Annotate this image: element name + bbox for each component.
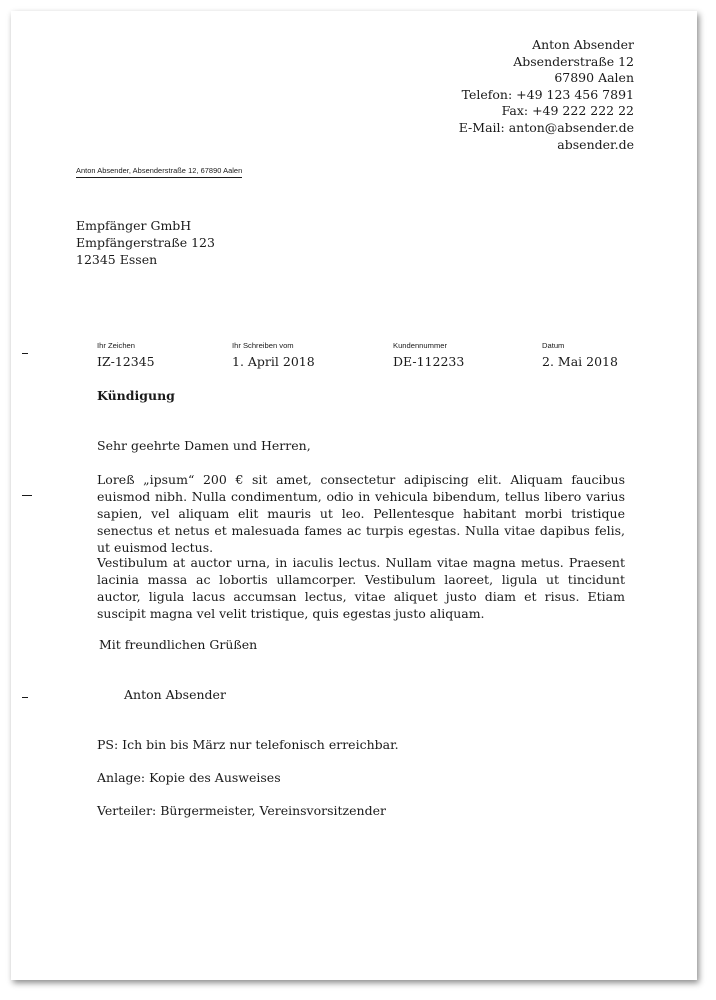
sender-name: Anton Absender: [532, 37, 634, 52]
return-address-line: Anton Absender, Absenderstraße 12, 67890 Aalen: [76, 166, 242, 178]
sender-email: E-Mail: anton@absender.de: [458, 119, 634, 135]
sender-street: Absenderstraße 12: [513, 53, 634, 69]
letter-page: [11, 11, 697, 980]
body-paragraph-1: Loreß „ipsum“ 200 € sit amet, consectetur adipiscing elit. Aliquam faucibus euismod nibh. Nulla condimentum, odio in vehicula bibendum, tellus libero varius sapien, vel aliquam elit mauris ut leo. Pellentesque habitant morbi tristique senectus et netus et malesuada fames ac turpis egestas. Nulla vitae dapibus felis, ut euismod lectus.: [97, 472, 625, 555]
recipient-city: 12345 Essen: [76, 251, 158, 267]
reference-value: IZ-12345: [97, 354, 155, 369]
closing: Mit freundlichen Grüßen: [99, 637, 258, 652]
body-paragraph-2: Vestibulum at auctor urna, in iaculis lectus. Nullam vitae magna metus. Praesent lacinia massa ac lobortis ullamcorper. Vestibulum laoreet, ligula ut tincidunt auctor, ligula lacus accumsan lectus, vitae aliquet justo diam et risus. Etiam suscipit magna vel velit tristique, quis egestas justo aliquam.: [97, 555, 625, 621]
letter-subject: Kündigung: [97, 388, 175, 403]
reference-field-customer-number: [393, 341, 464, 369]
fold-mark-bottom: [22, 697, 28, 698]
recipient-company: Empfänger GmbH: [76, 218, 192, 233]
reference-value: 2. Mai 2018: [542, 354, 618, 369]
sender-address-block: [459, 37, 634, 153]
reference-field-date: [542, 341, 618, 369]
enclosure: Anlage: Kopie des Ausweises: [97, 770, 281, 785]
reference-value: DE-112233: [393, 354, 465, 369]
reference-field-your-sign: [97, 341, 155, 369]
distribution-list: Verteiler: Bürgermeister, Vereinsvorsitzender: [97, 803, 386, 818]
postscript: PS: Ich bin bis März nur telefonisch erreichbar.: [97, 737, 399, 752]
reference-label: Ihr Schreiben vom: [232, 341, 294, 350]
sender-website: absender.de: [557, 136, 634, 152]
salutation: Sehr geehrte Damen und Herren,: [97, 438, 311, 453]
punch-hole-mark: [22, 495, 32, 496]
reference-label: Datum: [542, 341, 565, 350]
reference-field-your-letter-date: [232, 341, 315, 369]
sender-city: 67890 Aalen: [554, 70, 634, 86]
sender-phone: Telefon: +49 123 456 7891: [461, 86, 634, 102]
signature-name: Anton Absender: [124, 687, 226, 702]
recipient-street: Empfängerstraße 123: [76, 234, 215, 250]
reference-value: 1. April 2018: [232, 354, 315, 369]
reference-label: Kundennummer: [393, 341, 448, 350]
sender-fax: Fax: +49 222 222 22: [501, 103, 634, 119]
recipient-address-block: [76, 218, 215, 268]
reference-label: Ihr Zeichen: [97, 341, 135, 350]
fold-mark-top: [22, 353, 28, 354]
